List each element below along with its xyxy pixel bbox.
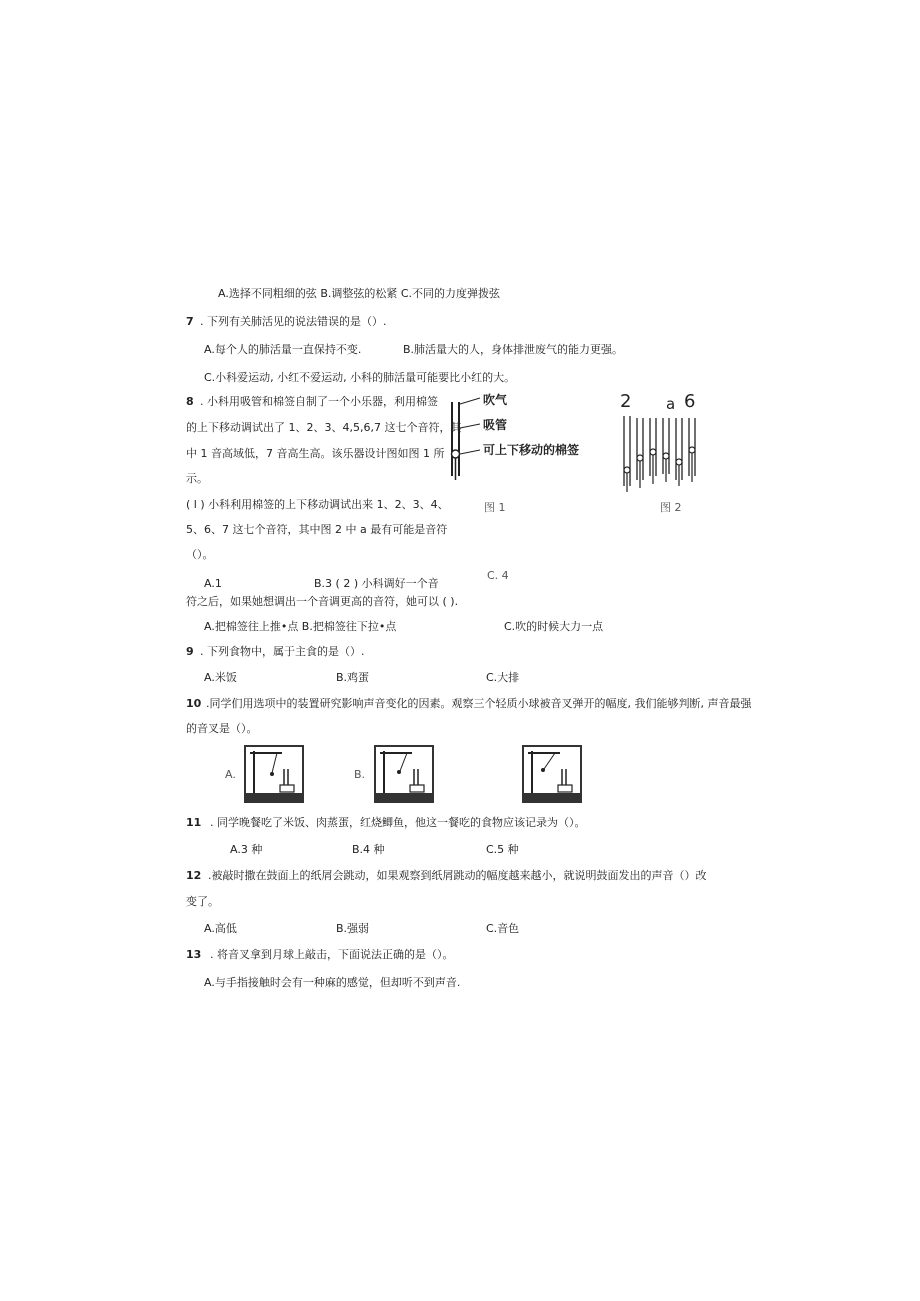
q7-stem: . 下列有关肺活见的说法错误的是（）. — [200, 315, 387, 328]
q7-option-a: A.每个人的肺活量一直保持不变. — [204, 343, 362, 356]
q9-option-a: A.米饭 — [204, 671, 237, 684]
q8-option-a: A.1 — [204, 577, 222, 590]
q8-number: 8 — [186, 395, 194, 408]
q10-fig-label-b: B. — [354, 768, 366, 781]
fig2-caption: 图 2 — [660, 501, 682, 514]
q8-stem-line1: . 小科用吸管和棉签自制了一个小乐器，利用棉签 — [200, 395, 438, 408]
q7-option-b: B.肺活量大的人，身体排泄废气的能力更强。 — [403, 343, 624, 356]
q10-fig-label-a: A. — [225, 768, 236, 781]
figure-1-straw-instrument — [440, 392, 600, 482]
q12-option-c: C.音色 — [486, 922, 520, 935]
q11-number: 11 — [186, 816, 202, 829]
q7-number: 7 — [186, 315, 194, 328]
q9-option-c: C.大排 — [486, 671, 520, 684]
q8-stem-line3: 中 1 音高域低，7 音高生高。该乐器设计图如图 1 所 — [186, 447, 445, 460]
swab-head — [452, 450, 460, 458]
q11-option-a: A.3 种 — [230, 843, 263, 856]
q10-fig-b — [374, 745, 434, 803]
fig1-label-straw: 吸管 — [483, 418, 508, 432]
q12-stem-line2: 变了。 — [186, 895, 219, 908]
q8-sub1-line2: 5、6、7 这七个音符，其中图 2 中 a 最有可能是音符 — [186, 523, 448, 536]
q8-sub1-line1: ( l ) 小科利用棉签的上下移动调试出来 1、2、3、4、 — [186, 498, 449, 511]
q8-stem-line2: 的上下移动调试出了 1、2、3、4,5,6,7 这七个音符，其 — [186, 421, 462, 434]
q10-fig-a — [244, 745, 304, 803]
q8-sub2-options-ab: A.把棉签往上推•点 B.把棉签往下拉•点 — [204, 620, 397, 633]
pointer-straw — [460, 424, 480, 428]
q13-number: 13 — [186, 948, 202, 961]
q8-sub1-line3: （）。 — [186, 548, 214, 561]
fig1-label-blow: 吹气 — [483, 393, 508, 407]
fig1-caption: 图 1 — [484, 501, 506, 514]
q6-options: A.选择不同粗细的弦 B.调整弦的松紧 C.不同的力度弹拨弦 — [218, 287, 501, 300]
q11-option-b: B.4 种 — [352, 843, 385, 856]
fig2-label-6: 6 — [684, 391, 696, 412]
q10-number: 10 — [186, 697, 202, 710]
q10-stem-line2: 的音叉是（）。 — [186, 722, 258, 735]
q8-option-b-and-sub2: B.3 ( 2 ) 小科调好一个音 — [314, 577, 439, 590]
q12-number: 12 — [186, 869, 202, 882]
q8-sub2-stem: 符之后，如果她想调出一个音调更高的音符，她可以 ( ). — [186, 595, 459, 608]
q13-option-a: A.与手指接触时会有一种麻的感觉，但却听不到声音. — [204, 976, 461, 989]
pointer-swab — [460, 450, 480, 454]
q10-fig-c — [522, 745, 582, 803]
q13-stem: . 将音叉拿到月球上敲击，下面说法正确的是（）。 — [210, 948, 454, 961]
q10-stem-line1: .同学们用选项中的装置研究影响声音变化的因素。观察三个轻质小球被音叉弹开的幅度, 我们能够判断, 声音最强 — [206, 697, 752, 710]
q8-stem-line4: 示。 — [186, 472, 208, 485]
fig2-label-2: 2 — [620, 391, 632, 412]
q12-stem-line1: .被敲时撒在鼓面上的纸屑会跳动，如果观察到纸屑跳动的幅度越来越小，就说明鼓面发出的声音（）改 — [208, 869, 707, 882]
fig1-label-swab: 可上下移动的棉签 — [483, 443, 580, 457]
q8-option-c: C. 4 — [487, 569, 509, 582]
q9-option-b: B.鸡蛋 — [336, 671, 370, 684]
pointer-blow — [460, 398, 480, 404]
q11-stem: . 同学晚餐吃了米饭、肉蒸蛋，红烧鲫鱼，他这一餐吃的食物应该记录为（）。 — [210, 816, 586, 829]
q9-stem: . 下列食物中，属于主食的是（）. — [200, 645, 365, 658]
q8-sub2-option-c: C.吹的时候大力一点 — [504, 620, 604, 633]
q11-option-c: C.5 种 — [486, 843, 519, 856]
q12-option-b: B.强弱 — [336, 922, 370, 935]
q7-option-c: C.小科爱运动, 小红不爱运动, 小科的肺活量可能要比小红的大。 — [204, 371, 516, 384]
q9-number: 9 — [186, 645, 194, 658]
fig2-label-a: a — [666, 395, 676, 413]
q12-option-a: A.高低 — [204, 922, 237, 935]
